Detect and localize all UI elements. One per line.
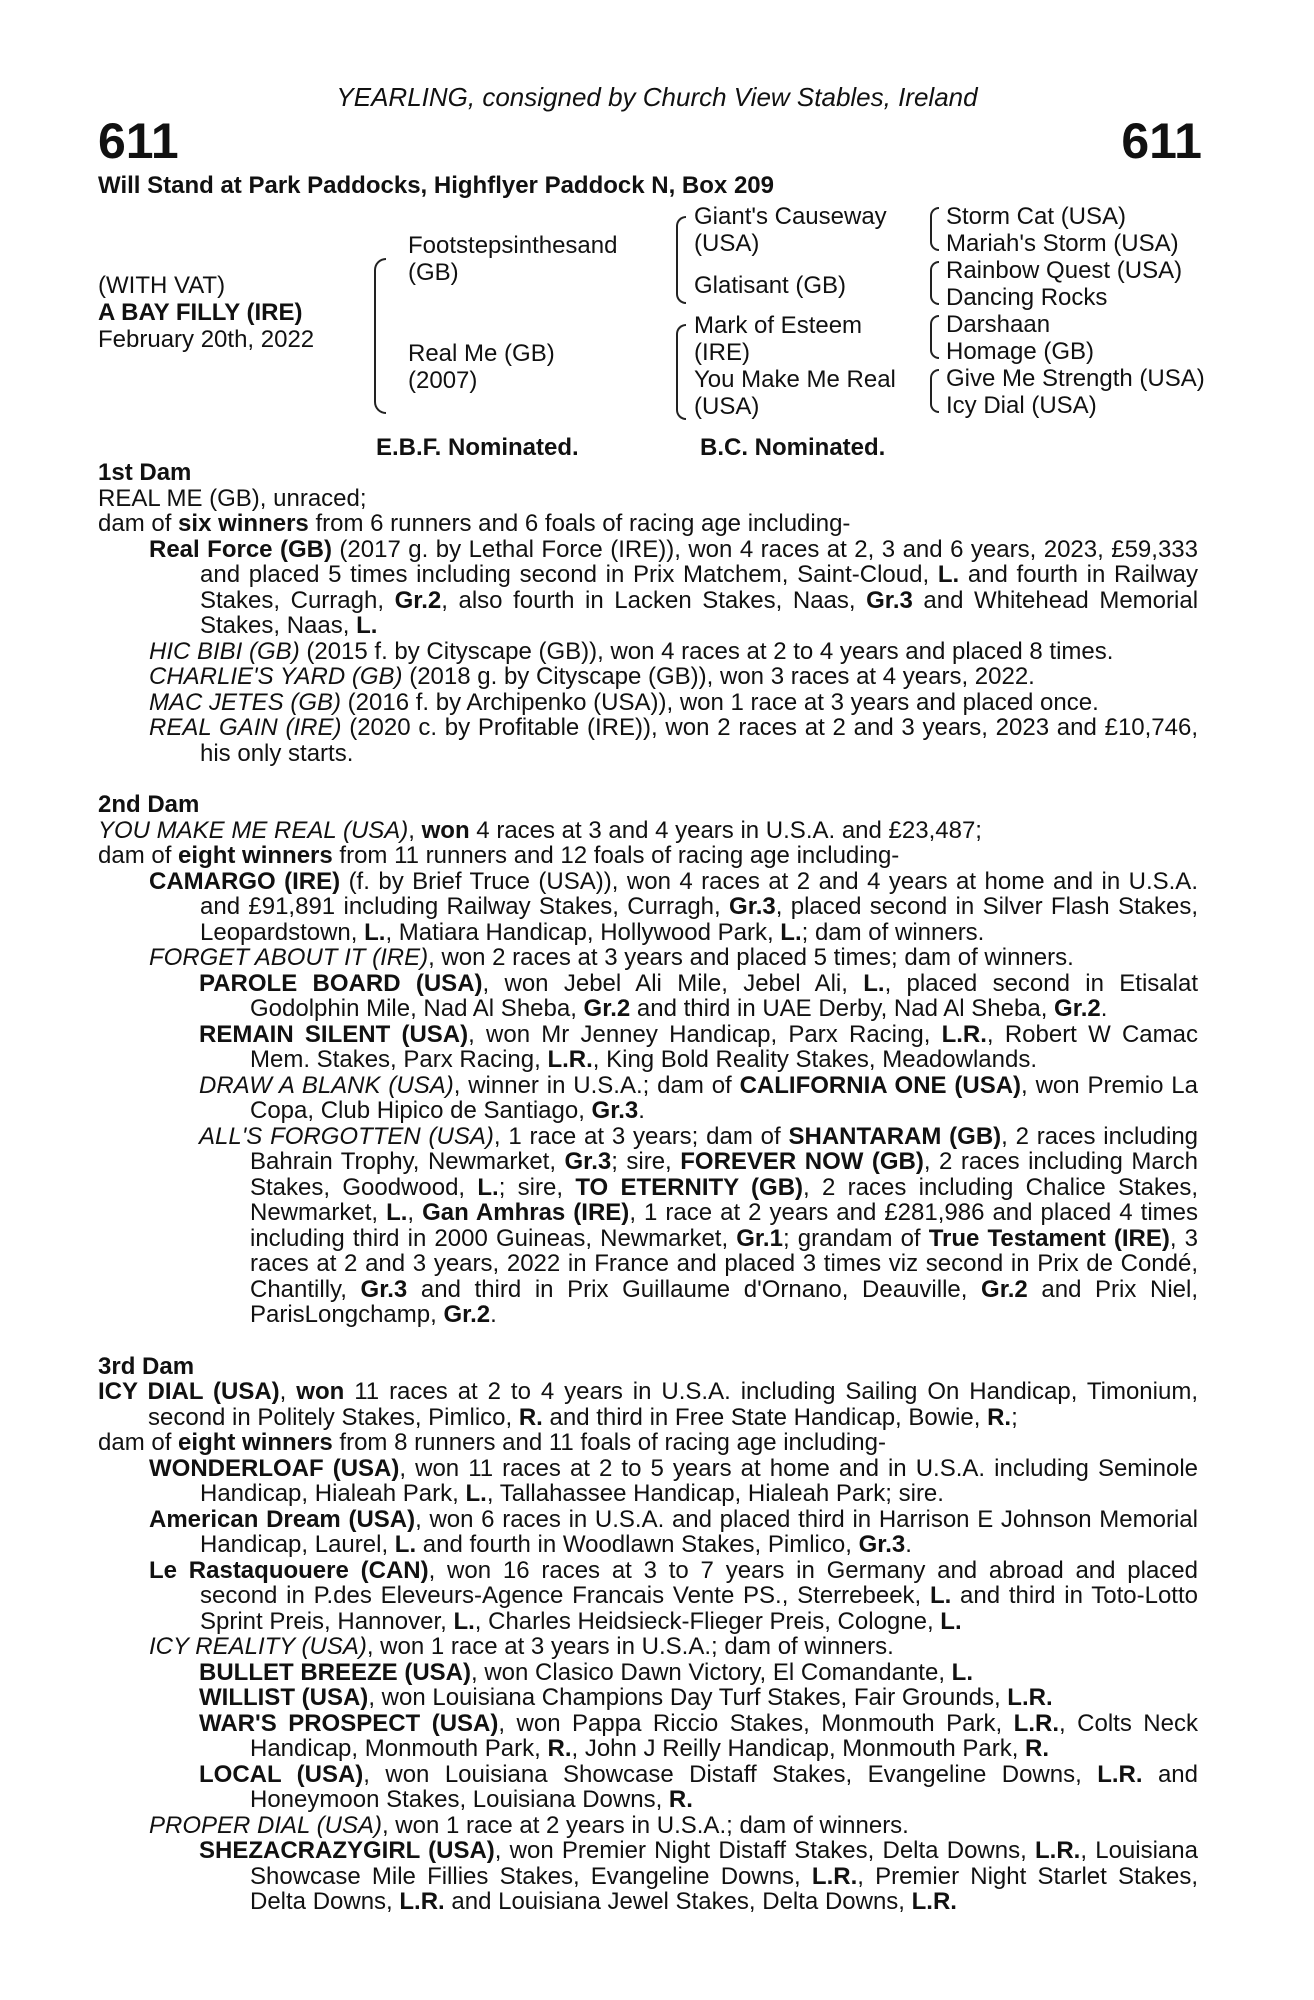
g3-3: Rainbow Quest (USA) xyxy=(946,257,1183,284)
g3-5: Darshaan xyxy=(946,311,1051,338)
entry-american-dream: American Dream (USA), won 6 races in U.S.A. and placed third in Harrison E Johnson Memorial Handicap, Laurel, L. and fourth in Woodlawn Stakes, Pimlico, Gr.3. xyxy=(149,1505,1198,1558)
g3-2: Mariah's Storm (USA) xyxy=(946,230,1179,257)
brace-main xyxy=(374,258,386,414)
foaling-date: February 20th, 2022 xyxy=(98,326,315,353)
consigned-line: YEARLING, consigned by Church View Stables, Ireland xyxy=(336,82,978,112)
first-dam-line: REAL ME (GB), unraced; xyxy=(98,484,367,512)
brace-g3-1 xyxy=(930,207,939,251)
entry-real-force: Real Force (GB) (2017 g. by Lethal Force (IRE)), won 4 races at 2, 3 and 6 years, 2023, £59,333 and placed 5 times including second in Prix Matchem, Saint-Cloud, L. and fourth in Railway Stakes, Curragh, Gr.2, also fourth in Lacken Stakes, Naas, Gr.3 and Whitehead Memorial Stakes, Naas, L. xyxy=(149,535,1199,639)
sire-line2: (GB) xyxy=(408,259,459,286)
lot-number-left: 611 xyxy=(98,113,179,169)
third-dam-heading: 3rd Dam xyxy=(98,1352,195,1380)
horse-name: A BAY FILLY (IRE) xyxy=(98,299,303,326)
dam-sire-line1: Mark of Esteem xyxy=(694,312,863,339)
entry-local: LOCAL (USA), won Louisiana Showcase Distaff Stakes, Evangeline Downs, L.R. and Honeymoon Stakes, Louisiana Downs, R. xyxy=(199,1760,1198,1813)
brace-g3-3 xyxy=(930,315,939,359)
catalogue-body xyxy=(98,460,1198,1915)
entry-mac-jetes: MAC JETES (GB) (2016 f. by Archipenko (USA)), won 1 race at 3 years and placed once. xyxy=(149,688,1099,716)
sire-dam: Glatisant (GB) xyxy=(694,272,847,299)
third-dam-produce: dam of eight winners from 8 runners and 11 foals of racing age including- xyxy=(98,1429,886,1456)
dam-dam-line2: (USA) xyxy=(694,393,760,420)
entry-draw-a-blank: DRAW A BLANK (USA), winner in U.S.A.; dam of CALIFORNIA ONE (USA), won Premio La Copa, Club Hipico de Santiago, Gr.3. xyxy=(199,1071,1199,1124)
vat-label: (WITH VAT) xyxy=(98,272,226,299)
entry-parole-board: PAROLE BOARD (USA), won Jebel Ali Mile, Jebel Ali, L., placed second in Etisalat Godolphin Mile, Nad Al Sheba, Gr.2 and third in UAE Derby, Nad Al Sheba, Gr.2. xyxy=(199,969,1198,1022)
entry-camargo: CAMARGO (IRE) (f. by Brief Truce (USA)), won 4 races at 2 and 4 years at home and in U.S.A. and £91,891 including Railway Stakes, Curragh, Gr.3, placed second in Silver Flash Stakes, Leopardstown, L., Matiara Handicap, Hollywood Park, L.; dam of winners. xyxy=(149,867,1198,946)
entry-alls-forgotten: ALL'S FORGOTTEN (USA), 1 race at 3 years; dam of SHANTARAM (GB), 2 races including Bahrain Trophy, Newmarket, Gr.3; sire, FOREVER NOW (GB), 2 races including March Stakes, Goodwood, L.; sire, TO ETERNITY (GB), 2 races including Chalice Stakes, Newmarket, L., Gan Amhras (IRE), 1 race at 2 years and £281,986 and placed 4 times including third in 2000 Guineas, Newmarket, Gr.1; grandam of True Testament (IRE), 3 races at 2 and 3 years, 2022 in France and placed 3 times viz second in Prix de Condé, Chantilly, Gr.3 and third in Prix Guillaume d'Ornano, Deauville, Gr.2 and Prix Niel, ParisLongchamp, Gr.2. xyxy=(199,1122,1199,1328)
lot-number-right: 611 xyxy=(1121,113,1202,169)
sire-line1: Footstepsinthesand xyxy=(408,232,618,259)
sire-sire-line1: Giant's Causeway xyxy=(694,203,887,230)
entry-willist: WILLIST (USA), won Louisiana Champions Day Turf Stakes, Fair Grounds, L.R. xyxy=(199,1684,1053,1711)
second-dam-produce: dam of eight winners from 11 runners and 12 foals of racing age including- xyxy=(98,842,900,869)
entry-forget-about-it: FORGET ABOUT IT (IRE), won 2 races at 3 years and placed 5 times; dam of winners. xyxy=(149,944,1074,971)
brace-dam xyxy=(676,324,686,420)
entry-real-gain: REAL GAIN (IRE) (2020 c. by Profitable (IRE)), won 2 races at 2 and 3 years, 2023 and £10,746, his only starts. xyxy=(149,714,1199,767)
dam-line2: (2007) xyxy=(408,367,478,394)
entry-proper-dial: PROPER DIAL (USA), won 1 race at 2 years in U.S.A.; dam of winners. xyxy=(149,1811,909,1839)
g3-4: Dancing Rocks xyxy=(946,284,1108,311)
entry-bullet-breeze: BULLET BREEZE (USA), won Clasico Dawn Victory, El Comandante, L. xyxy=(199,1658,973,1686)
entry-wonderloaf: WONDERLOAF (USA), won 11 races at 2 to 5 years at home and in U.S.A. including Seminole Handicap, Hialeah Park, L., Tallahassee Handicap, Hialeah Park; sire. xyxy=(149,1454,1198,1507)
brace-g3-2 xyxy=(930,261,939,305)
third-dam-line: ICY DIAL (USA), won 11 races at 2 to 4 years in U.S.A. including Sailing On Handicap, Timonium, second in Politely Stakes, Pimlico, R. and third in Free State Handicap, Bowie, R.; xyxy=(98,1378,1198,1431)
entry-icy-reality: ICY REALITY (USA), won 1 race at 3 years in U.S.A.; dam of winners. xyxy=(149,1633,894,1660)
entry-charlies-yard: CHARLIE'S YARD (GB) (2018 g. by Cityscape (GB)), won 3 races at 4 years, 2022. xyxy=(149,663,1035,690)
second-dam-heading: 2nd Dam xyxy=(98,791,200,818)
g3-8: Icy Dial (USA) xyxy=(946,392,1097,419)
stand-line: Will Stand at Park Paddocks, Highflyer Paddock N, Box 209 xyxy=(98,172,774,199)
entry-wars-prospect: WAR'S PROSPECT (USA), won Pappa Riccio Stakes, Monmouth Park, L.R., Colts Neck Handicap, Monmouth Park, R., John J Reilly Handicap, Monmouth Park, R. xyxy=(199,1709,1198,1762)
g3-1: Storm Cat (USA) xyxy=(946,203,1127,230)
g3-7: Give Me Strength (USA) xyxy=(946,365,1205,392)
brace-g3-4 xyxy=(930,369,939,413)
entry-shezacrazygirl: SHEZACRAZYGIRL (USA), won Premier Night Distaff Stakes, Delta Downs, L.R., Louisiana Showcase Mile Fillies Stakes, Evangeline Downs, L.R., Premier Night Starlet Stakes, Delta Downs, L.R. and Louisiana Jewel Stakes, Delta Downs, L.R. xyxy=(199,1837,1199,1915)
first-dam-heading: 1st Dam xyxy=(98,459,192,486)
sire-sire-line2: (USA) xyxy=(694,230,760,257)
bc-nominated: B.C. Nominated. xyxy=(700,434,886,461)
dam-line1: Real Me (GB) xyxy=(408,340,555,367)
brace-sire xyxy=(676,216,686,304)
ebf-nominated: E.B.F. Nominated. xyxy=(376,434,579,461)
second-dam-line: YOU MAKE ME REAL (USA), won 4 races at 3 and 4 years in U.S.A. and £23,487; xyxy=(98,816,982,844)
dam-sire-line2: (IRE) xyxy=(694,339,750,366)
dam-dam-line1: You Make Me Real xyxy=(694,366,896,393)
first-dam-produce: dam of six winners from 6 runners and 6 foals of racing age including- xyxy=(98,510,851,537)
entry-hic-bibi: HIC BIBI (GB) (2015 f. by Cityscape (GB)), won 4 races at 2 to 4 years and placed 8 times. xyxy=(149,637,1114,665)
g3-6: Homage (GB) xyxy=(946,338,1095,365)
entry-le-rastaquouere: Le Rastaquouere (CAN), won 16 races at 3 to 7 years in Germany and abroad and placed second in P.des Eleveurs-Agence Francais Vente PS., Sterrebeek, L. and third in Toto-Lotto Sprint Preis, Hannover, L., Charles Heidsieck-Flieger Preis, Cologne, L. xyxy=(149,1556,1198,1635)
entry-remain-silent: REMAIN SILENT (USA), won Mr Jenney Handicap, Parx Racing, L.R., Robert W Camac Mem. Stakes, Parx Racing, L.R., King Bold Reality Stakes, Meadowlands. xyxy=(199,1020,1198,1073)
